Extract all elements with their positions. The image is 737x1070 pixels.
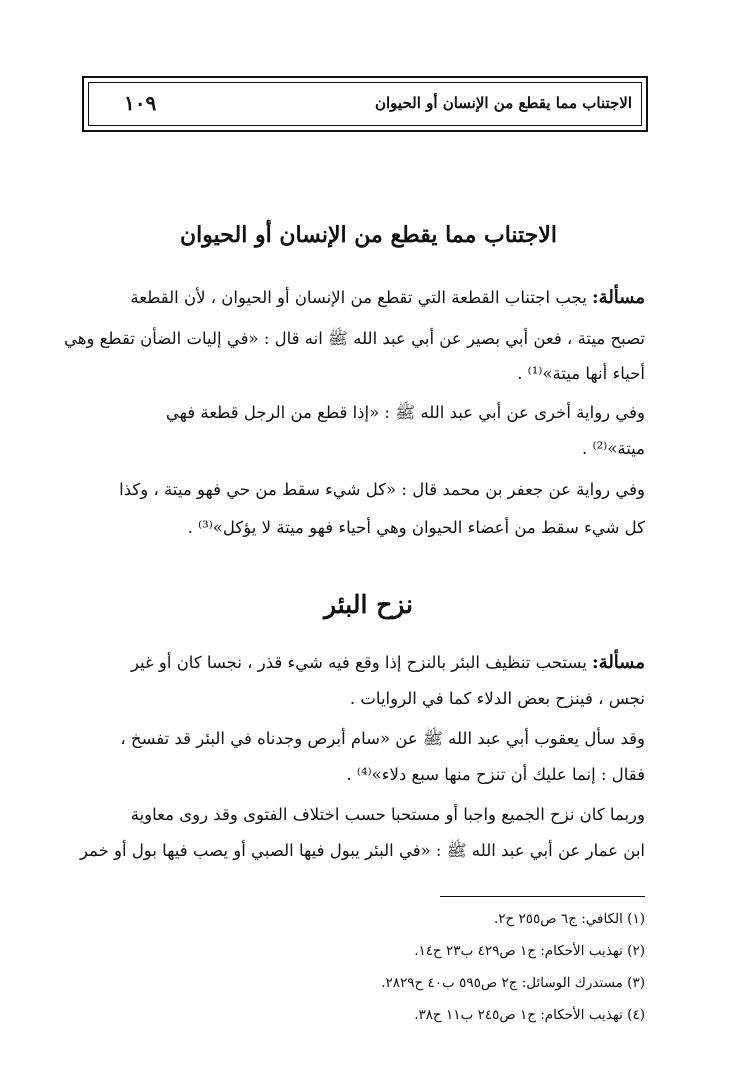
paragraph-line: وقد سأل يعقوب أبي عبد الله ﷺ عن «سام أبرص وجدناه في البئر قد تفسخ ، bbox=[120, 729, 645, 748]
footnote: (٣) مستدرك الوسائل: ج٢ ص٥٩٥ ب٤٠ ح٢٨٢٩. bbox=[381, 975, 645, 991]
paragraph-line: فقال : إنما عليك أن تنزح منها سبع دلاء»⁽⁴⁾ . bbox=[346, 765, 645, 784]
footnote: (٤) تهذيب الأحكام: ج١ ص٢٤٥ ب١١ ح٣٨. bbox=[414, 1007, 645, 1023]
issue-keyword: مسألة: bbox=[592, 652, 645, 673]
paragraph-line: وفي رواية عن جعفر بن محمد قال : «كل شيء سقط من حي فهو ميتة ، وكذا bbox=[119, 480, 645, 499]
line-text: يجب اجتناب القطعة التي تقطع من الإنسان أو الحيوان ، لأن القطعة bbox=[130, 288, 593, 307]
paragraph-line bbox=[130, 287, 645, 309]
section-title-2: نزح البئر bbox=[323, 590, 414, 619]
running-header bbox=[82, 76, 648, 132]
paragraph-line: ابن عمار عن أبي عبد الله ﷺ : «في البئر يبول فيها الصبي أو يصب فيها بول أو خمر bbox=[79, 841, 645, 860]
footnote: (١) الكافي: ج٦ ص٢٥٥ ح٢. bbox=[493, 911, 645, 927]
paragraph-line: كل شيء سقط من أعضاء الحيوان وهي أحياء فهو ميتة لا يؤكل»⁽³⁾ . bbox=[187, 518, 645, 537]
paragraph-line: نجس ، فينزح بعض الدلاء كما في الروايات . bbox=[349, 689, 645, 708]
paragraph-line: وفي رواية أخرى عن أبي عبد الله ﷺ : «إذا قطع من الرجل قطعة فهي bbox=[165, 403, 645, 422]
paragraph-line: أحياء أنها ميتة»⁽¹⁾ . bbox=[517, 364, 645, 383]
footnote-separator bbox=[440, 896, 645, 897]
section-title-1: الاجتناب مما يقطع من الإنسان أو الحيوان bbox=[180, 222, 557, 248]
paragraph-line: وربما كان نزح الجميع واجبا أو مستحبا حسب اختلاف الفتوى وقد روى معاوية bbox=[130, 805, 645, 824]
paragraph-line: ميتة»⁽²⁾ . bbox=[582, 439, 645, 458]
paragraph-line: تصبح ميتة ، فعن أبي بصير عن أبي عبد الله ﷺ انه قال : «في إليات الضأن تقطع وهي bbox=[63, 329, 645, 348]
running-header-title: الاجتناب مما يقطع من الإنسان أو الحيوان bbox=[374, 94, 632, 112]
issue-keyword: مسألة: bbox=[592, 287, 645, 308]
line-text: يستحب تنظيف البئر بالنزح إذا وقع فيه شيء قذر ، نجسا كان أو غير bbox=[130, 653, 593, 672]
page-number: ١٠٩ bbox=[124, 91, 157, 115]
footnote: (٢) تهذيب الأحكام: ج١ ص٤٢٩ ب٢٣ ح١٤. bbox=[414, 943, 645, 959]
paragraph-line bbox=[131, 652, 645, 674]
